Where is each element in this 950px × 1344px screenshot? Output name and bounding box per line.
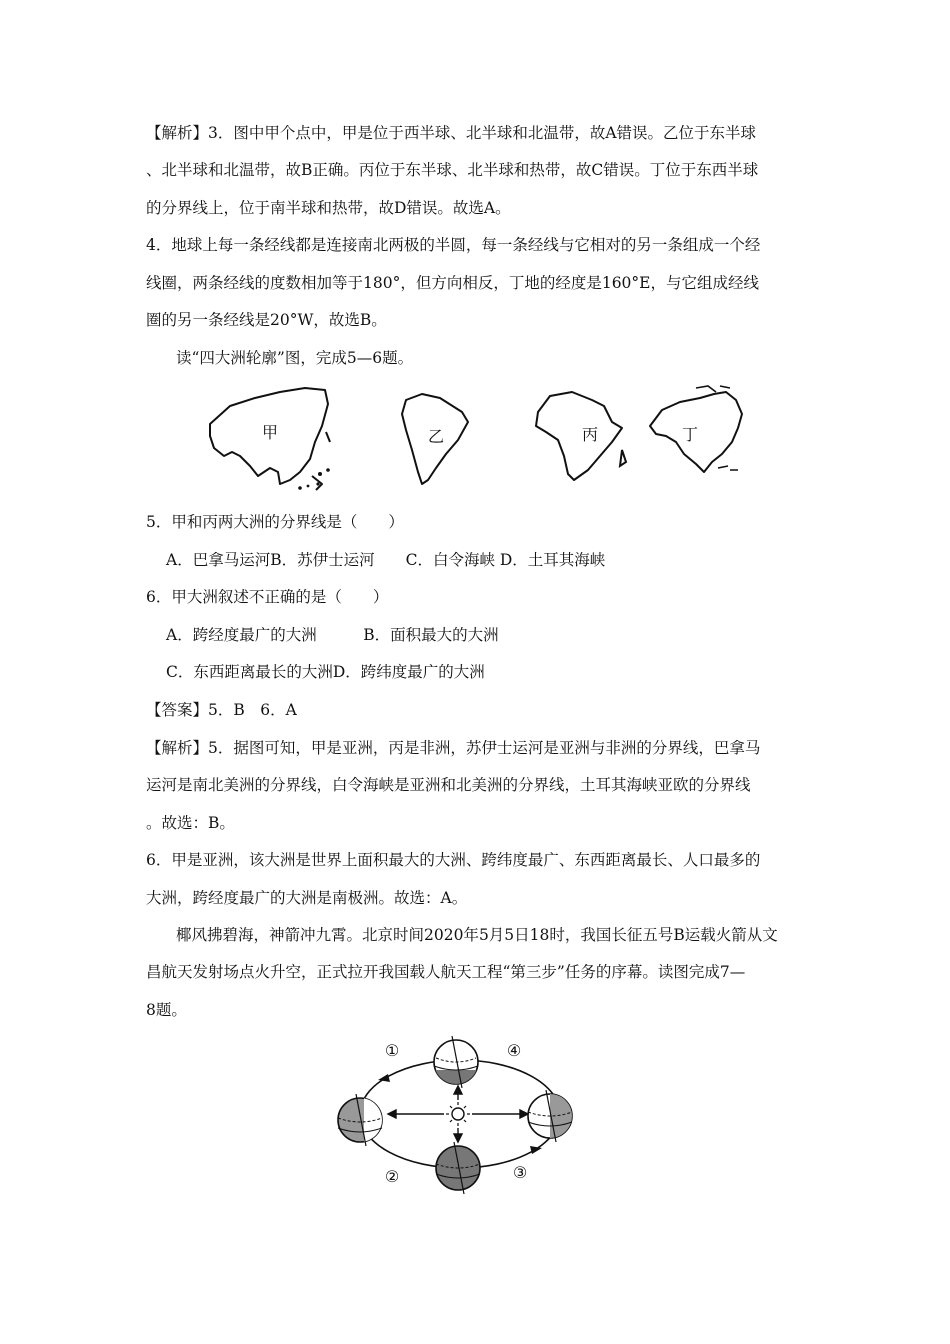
continent-label-bing: 丙 (581, 425, 599, 444)
text-line: A．跨经度最广的大洲 B．面积最大的大洲 (166, 626, 499, 644)
position-label-4: ④ (506, 1041, 522, 1060)
text-line: 4．地球上每一条经线都是连接南北两极的半圆，每一条经线与它相对的另一条组成一个经 (146, 236, 761, 254)
text-line: 6．甲是亚洲，该大洲是世界上面积最大的大洲、跨纬度最广、东西距离最长、人口最多的 (146, 851, 761, 869)
text-line: 线圈，两条经线的度数相加等于180°，但方向相反，丁地的经度是160°E，与它组成经线 (146, 274, 759, 292)
text-line: 【解析】5．据图可知，甲是亚洲，丙是非洲，苏伊士运河是亚洲与非洲的分界线，巴拿马 (146, 739, 761, 757)
text-line: 、北半球和北温带，故B正确。丙位于东半球、北半球和热带，故C错误。丁位于东西半球 (146, 161, 759, 179)
text-line: 运河是南北美洲的分界线，白令海峡是亚洲和北美洲的分界线，土耳其海峡亚欧的分界线 (146, 776, 751, 794)
earth-right (528, 1090, 572, 1142)
continent-label-yi: 乙 (427, 427, 445, 446)
continent-label-jia: 甲 (261, 423, 279, 442)
text-line: 。故选：B。 (146, 814, 235, 832)
continents-figure (200, 384, 760, 496)
text-line: 读“四大洲轮廓”图，完成5—6题。 (176, 349, 414, 367)
text-line: 【答案】5．B 6．A (146, 701, 297, 719)
text-line: 5．甲和丙两大洲的分界线是（ ） (146, 513, 404, 531)
earth-orbit-figure (330, 1034, 590, 1198)
position-label-1: ① (384, 1041, 400, 1060)
text-line: 的分界线上，位于南半球和热带，故D错误。故选A。 (146, 199, 511, 217)
continent-label-ding: 丁 (681, 425, 699, 444)
earth-top (434, 1036, 478, 1090)
position-label-3: ③ (512, 1163, 528, 1182)
position-label-2: ② (384, 1167, 400, 1186)
earth-bottom (436, 1142, 480, 1194)
text-line: 椰风拂碧海，神箭冲九霄。北京时间2020年5月5日18时，我国长征五号B运载火箭从文 (176, 926, 778, 944)
sun-icon (446, 1102, 470, 1126)
africa-outline (536, 392, 622, 480)
text-line: 【解析】3．图中甲个点中，甲是位于西半球、北半球和北温带，故A错误。乙位于东半球 (146, 124, 757, 142)
text-line: A．巴拿马运河B．苏伊士运河 C．白令海峡 D．土耳其海峡 (166, 551, 606, 569)
text-line: C．东西距离最长的大洲D．跨纬度最广的大洲 (166, 663, 485, 681)
earth-left (338, 1094, 382, 1146)
text-line: 大洲，跨经度最广的大洲是南极洲。故选：A。 (146, 889, 468, 907)
text-line: 昌航天发射场点火升空，正式拉开我国载人航天工程“第三步”任务的序幕。读图完成7— (146, 963, 746, 981)
text-line: 圈的另一条经线是20°W，故选B。 (146, 311, 387, 329)
text-line: 6．甲大洲叙述不正确的是（ ） (146, 588, 389, 606)
text-line: 8题。 (146, 1001, 187, 1019)
